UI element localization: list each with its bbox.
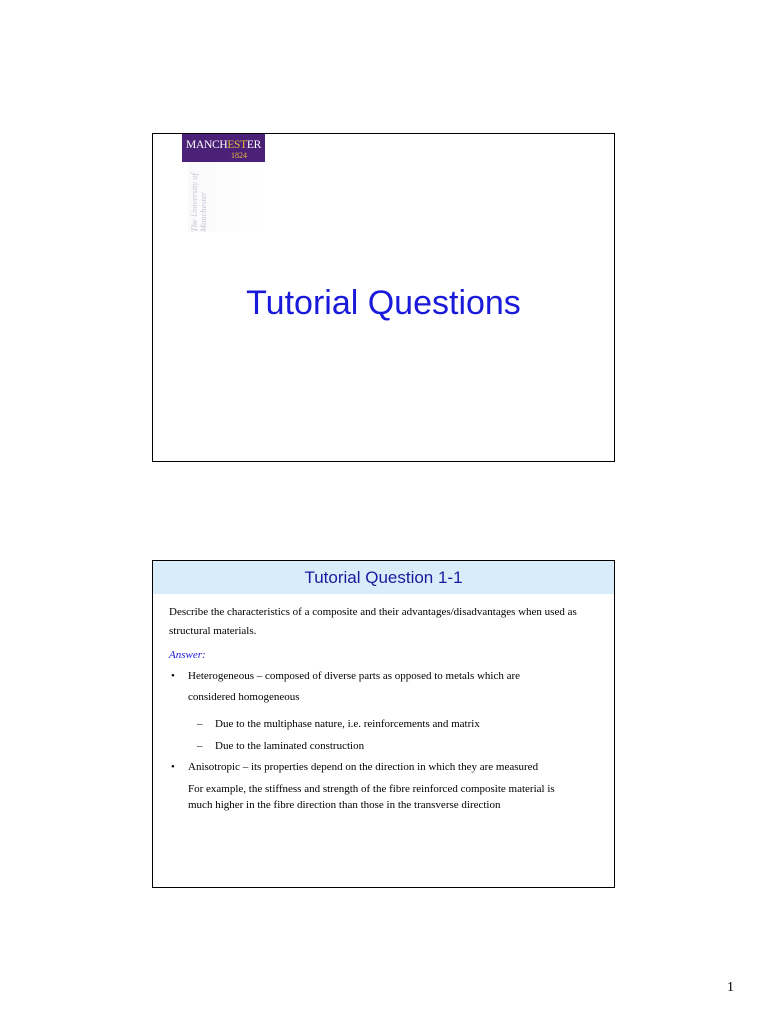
title-slide — [152, 133, 615, 462]
bullet-text: Anisotropic – its properties depend on the direction in which they are measured — [188, 761, 539, 773]
university-logo — [182, 134, 265, 232]
slide-header: Tutorial Question 1-1 — [153, 561, 614, 594]
sub-bullet-item — [169, 735, 598, 757]
sub-bullet-text: Due to the laminated construction — [215, 740, 365, 752]
bullet-icon: • — [171, 670, 175, 682]
bullet-item — [169, 757, 598, 778]
logo-banner — [182, 134, 265, 162]
logo-year: 1824 — [231, 151, 247, 160]
dash-icon: – — [197, 740, 203, 752]
bullet-text: Heterogeneous – composed of diverse parts as opposed to metals which are — [188, 670, 521, 682]
bullet-item — [169, 666, 598, 708]
question-slide — [152, 560, 615, 888]
sub-bullet-item — [169, 713, 598, 735]
slide-title: Tutorial Questions — [246, 284, 521, 322]
example-paragraph: For example, the stiffness and strength of the fibre reinforced composite material is much higher in the fibre direction than those in the transverse direction — [188, 783, 555, 811]
dash-icon: – — [197, 718, 203, 730]
question-text: Describe the characteristics of a composite and their advantages/disadvantages when used as structural materials. — [169, 606, 577, 637]
logo-wordmark: MANCHESTER — [186, 139, 261, 151]
slide-body — [153, 594, 614, 813]
bullet-icon: • — [171, 761, 175, 773]
logo-vertical-text: The University of Manchester — [189, 172, 208, 232]
bullet-text-continued: considered homogeneous — [188, 691, 300, 703]
answer-label: Answer: — [169, 649, 206, 661]
page-number: 1 — [727, 980, 734, 995]
sub-bullet-text: Due to the multiphase nature, i.e. reinforcements and matrix — [215, 718, 480, 730]
